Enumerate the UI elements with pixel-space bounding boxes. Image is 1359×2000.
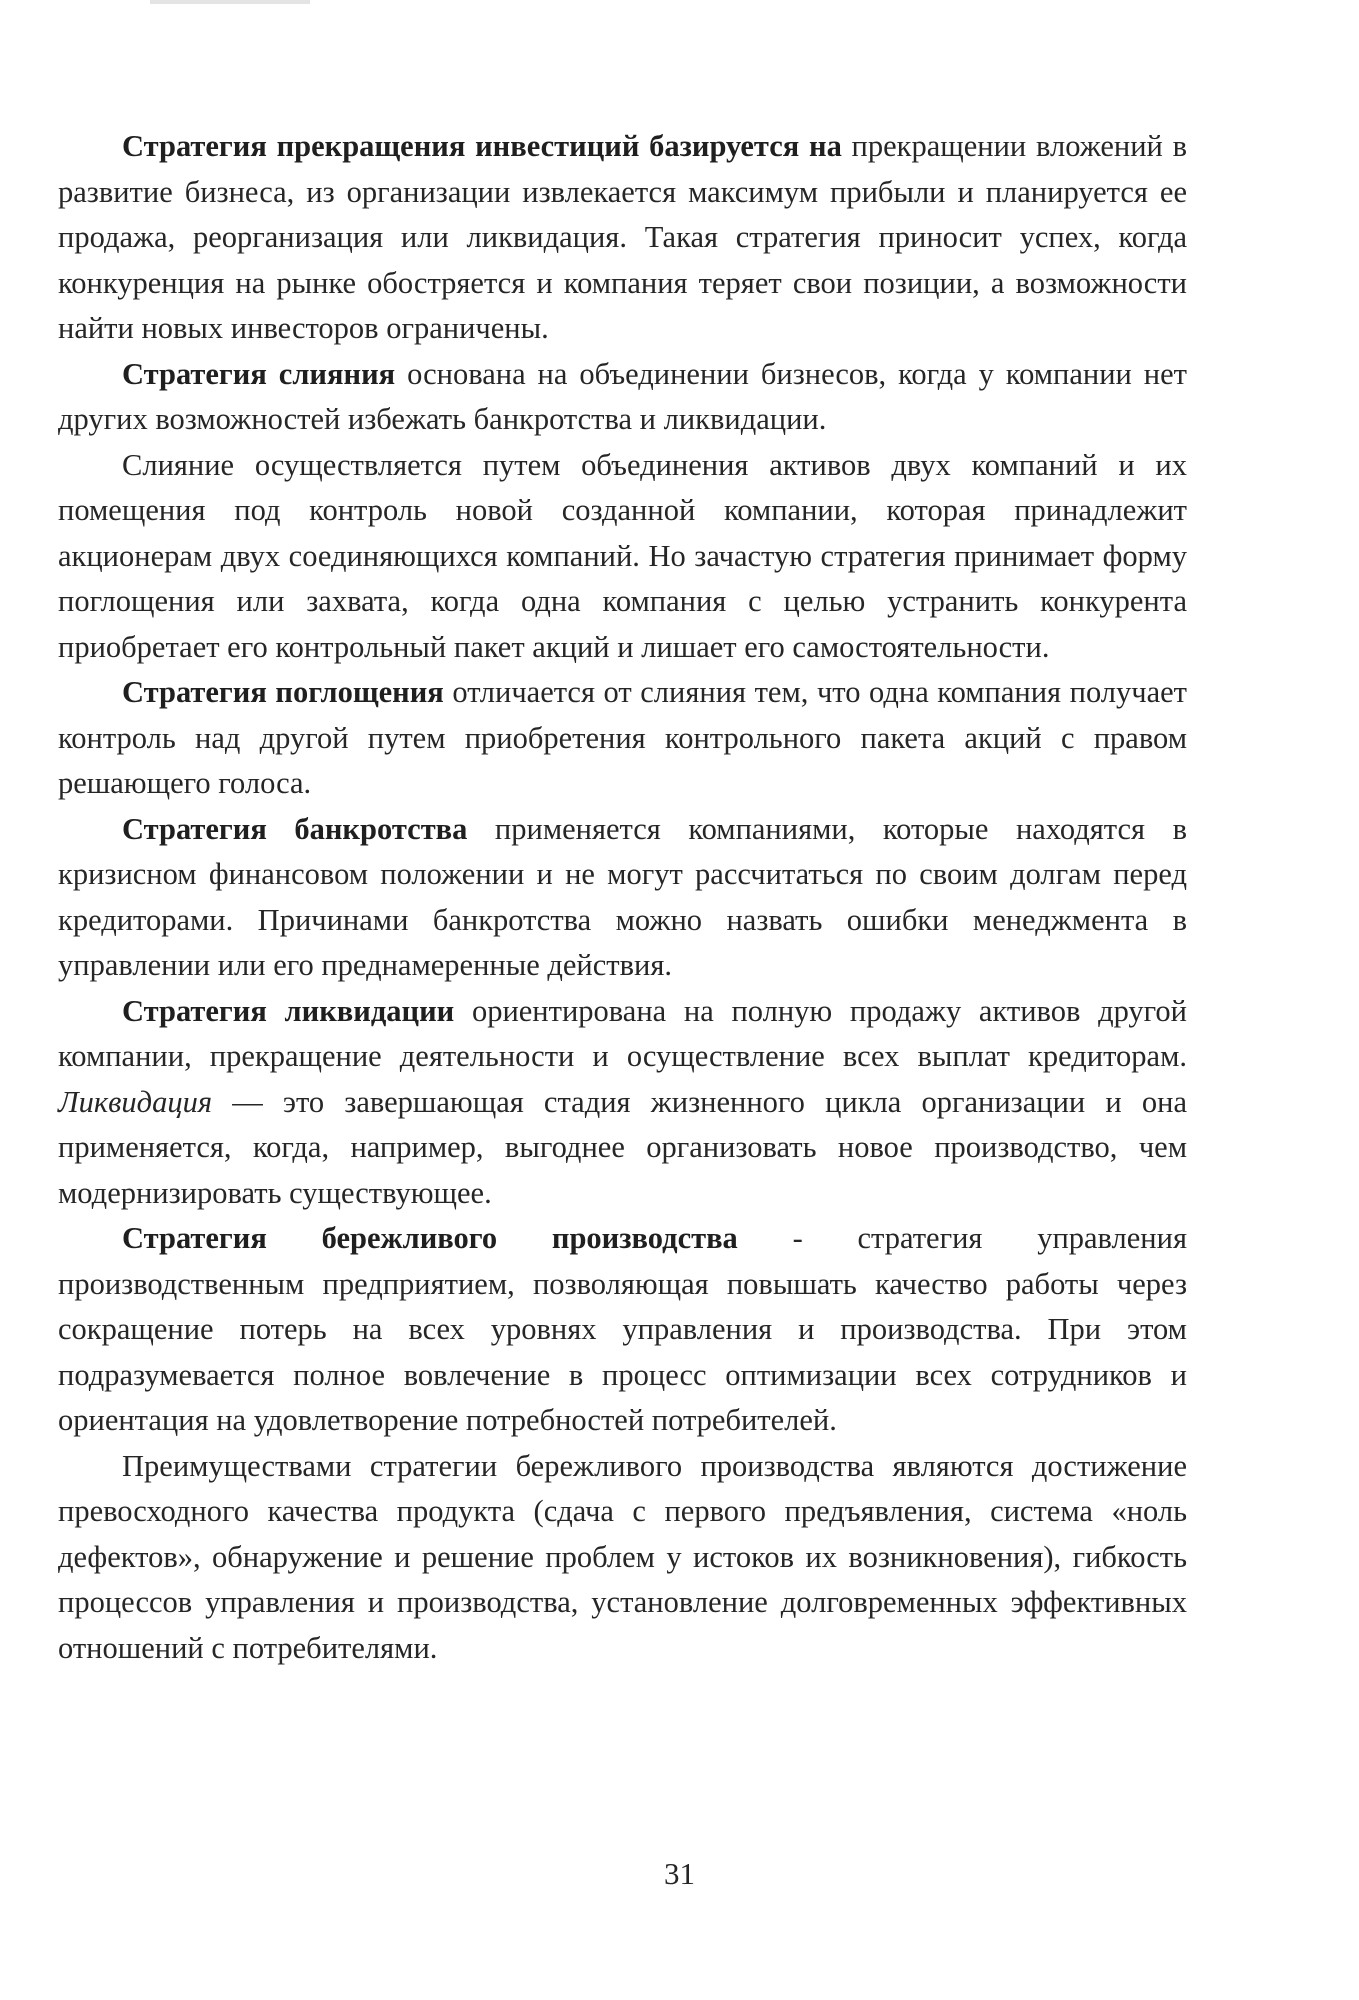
paragraph-text: применяется компаниями, которые находятся в кризисном финансовом положении и не могут рассчитаться по своим долгам перед кредиторами. Причинами банкротства можно назвать ошибки менеджмента в управлении или его преднамеренные действия.: [58, 811, 1187, 982]
paragraph-lead: Стратегия бережливого производства: [122, 1221, 738, 1255]
paragraph-lead: Стратегия ликвидации: [122, 993, 455, 1028]
paragraph-text: Слияние осуществляется путем объединения активов двух компаний и их помещения под контроль новой созданной компании, которая принадлежит акционерам двух соединяющихся компаний. Но зачастую стратегия принимает форму поглощения или захвата, когда одна компания с целью устранить конкурента приобретает его контрольный пакет акций и лишает его самостоятельности.: [58, 447, 1187, 664]
paragraph-acquisition: [58, 670, 1187, 807]
paragraph-lean-advantages: [58, 1444, 1187, 1672]
paragraph-italic-term: Ликвидация: [58, 1084, 213, 1119]
paragraph-text: — это завершающая стадия жизненного цикла организации и она применяется, когда, например, выгоднее организовать новое производство, чем модернизировать существующее.: [58, 1084, 1187, 1210]
paragraph-merger: [58, 352, 1187, 443]
paragraph-lead: Стратегия поглощения: [122, 675, 444, 709]
paragraph-lead: Стратегия прекращения инвестиций базируется на: [122, 129, 842, 163]
paragraph-investment-termination: [58, 124, 1187, 352]
paragraph-lean-production: [58, 1216, 1187, 1444]
paragraph-text: основана на объединении бизнесов, когда у компании нет других возможностей избежать банкротства и ликвидации.: [58, 356, 1187, 436]
document-body: [58, 124, 1187, 1671]
paragraph-merger-details: [58, 443, 1187, 671]
scan-edge-mark: [150, 0, 310, 4]
page-number: 31: [664, 1856, 695, 1891]
paragraph-text: - стратегия управления производственным предприятием, позволяющая повышать качество работы через сокращение потерь на всех уровнях управления и производства. При этом подразумевается полное вовлечение в процесс оптимизации всех сотрудников и ориентация на удовлетворение потребностей потребителей.: [58, 1221, 1187, 1437]
paragraph-lead: Стратегия слияния: [122, 356, 396, 391]
paragraph-liquidation: [58, 989, 1187, 1217]
paragraph-lead: Стратегия банкротства: [122, 811, 468, 846]
paragraph-bankruptcy: [58, 807, 1187, 989]
paragraph-text: ориентирована на полную продажу активов другой компании, прекращение деятельности и осуществление всех выплат кредиторам.: [58, 993, 1188, 1073]
paragraph-text: Преимуществами стратегии бережливого производства являются достижение превосходного качества продукта (сдача с первого предъявления, система «ноль дефектов», обнаружение и решение проблем у истоков их возникновения), гибкость процессов управления и производства, установление долговременных эффективных отношений с потребителями.: [58, 1448, 1187, 1665]
paragraph-text: прекращении вложений в развитие бизнеса, из организации извлекается максимум прибыли и планируется ее продажа, реорганизация или ликвидация. Такая стратегия приносит успех, когда конкуренция на рынке обостряется и компания теряет свои позиции, а возможности найти новых инвесторов ограничены.: [58, 129, 1187, 345]
paragraph-text: отличается от слияния тем, что одна компания получает контроль над другой путем приобретения контрольного пакета акций с правом решающего голоса.: [58, 675, 1187, 800]
